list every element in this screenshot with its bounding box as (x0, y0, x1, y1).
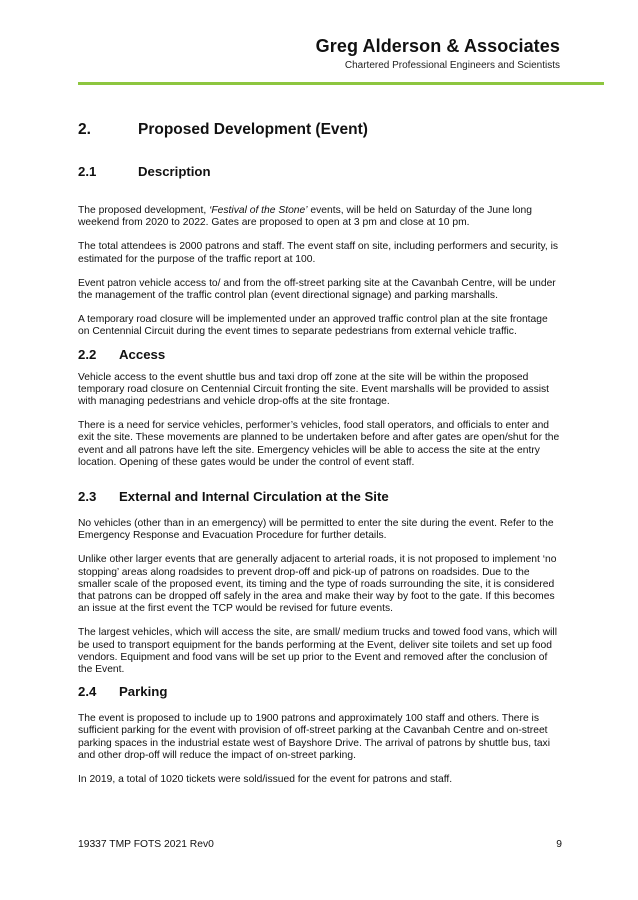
company-tagline: Chartered Professional Engineers and Scientists (344, 60, 560, 71)
subsection-heading-2-2 (78, 346, 562, 366)
paragraph: There is a need for service vehicles, performer’s vehicles, food stall operators, and officials to enter and exit the site. These movements are planned to be undertaken before and after gates are open/shut for the event and all patrons have left the site. Emergency vehicles will be able to access the site at the entry location. Opening of these gates would be under the control of event staff. (78, 420, 560, 468)
section-number: 2. (78, 121, 91, 138)
paragraph: Vehicle access to the event shuttle bus and taxi drop off zone at the site will be within the proposed temporary road closure on Centennial Circuit fronting the site. Event marshalls will be provided to assist with managing pedestrians and vehicle drop-offs at the site frontage. (78, 371, 550, 408)
paragraph: A temporary road closure will be implemented under an approved traffic control plan at the site frontage on Centennial Circuit during the event times to separate pedestrians from external vehicle traffic. (78, 314, 548, 338)
subsection-title: Parking (119, 684, 168, 700)
subsection-heading-2-4 (78, 686, 562, 703)
paragraph: The total attendees is 2000 patrons and staff. The event staff on site, including performers and security, is estimated for the purpose of the traffic report at 100. (78, 241, 559, 265)
paragraph: Unlike other larger events that are generally adjacent to arterial roads, it is not proposed to implement ‘no stopping’ areas along roadsides to prevent drop-off and pick-up of patrons on roadsides. Due to the smaller scale of the proposed event, its timing and the type of roads surrounding the site, it is considered that patrons can be dropped off safely in the area and make their way by foot to the gate. If this becomes an issue at the first event the TCP would be revised for future events. (78, 554, 557, 615)
paragraph: No vehicles (other than in an emergency) will be permitted to enter the site during the event. Refer to the Emergency Response and Evacuation Procedure for further details. (78, 518, 554, 542)
paragraph: Event patron vehicle access to/ and from the off-street parking site at the Cavanbah Centre, will be under the management of the traffic control plan (event directional signage) and parking marshalls. (78, 277, 556, 302)
subsection-number: 2.1 (78, 164, 97, 179)
document-reference: 19337 TMP FOTS 2021 Rev0 (78, 839, 214, 850)
subsection-heading-2-3 (78, 491, 562, 508)
paragraph: In 2019, a total of 1020 tickets were sold/issued for the event for patrons and staff. (78, 774, 453, 786)
section-title: Proposed Development (Event) (138, 121, 368, 138)
subsection-number: 2.3 (78, 489, 97, 505)
paragraph: The event is proposed to include up to 1900 patrons and approximately 100 staff and others. There is sufficient parking for the event with provision of off-street parking at the Cavanbah Centre and on-street parking spaces in the industrial estate west of Bayshore Drive. The arrival of patrons by shuttle bus, taxi and other drop-off will reduce the impact of on-street parking. (78, 713, 550, 761)
page-footer (78, 839, 562, 850)
subsection-number: 2.2 (78, 346, 97, 362)
company-name: Greg Alderson & Associates (315, 36, 560, 56)
header-rule (78, 82, 604, 85)
paragraph: The proposed development, ‘Festival of the Stone’ events, will be held on Saturday of the June long weekend from 2020 to 2022. Gates are proposed to open at 3 pm and close at 10 pm. (78, 205, 532, 229)
section-heading (78, 121, 562, 144)
subsection-title: External and Internal Circulation at the Site (119, 489, 389, 505)
page-content (78, 121, 562, 786)
subsection-number: 2.4 (78, 684, 97, 700)
subsection-title: Description (138, 164, 211, 179)
event-name-italic: ‘Festival of the Stone’ (209, 205, 308, 216)
subsection-heading-2-1 (78, 166, 562, 183)
subsection-title: Access (119, 346, 166, 362)
paragraph: The largest vehicles, which will access the site, are small/ medium trucks and towed food vans, which will be used to transport equipment for the bands performing at the Event, deliver site toilets and set up food vendors. Equipment and food vans will be set up prior to the Event and removed after the conclusion of the Event. (78, 627, 558, 676)
page-number: 9 (556, 839, 562, 850)
